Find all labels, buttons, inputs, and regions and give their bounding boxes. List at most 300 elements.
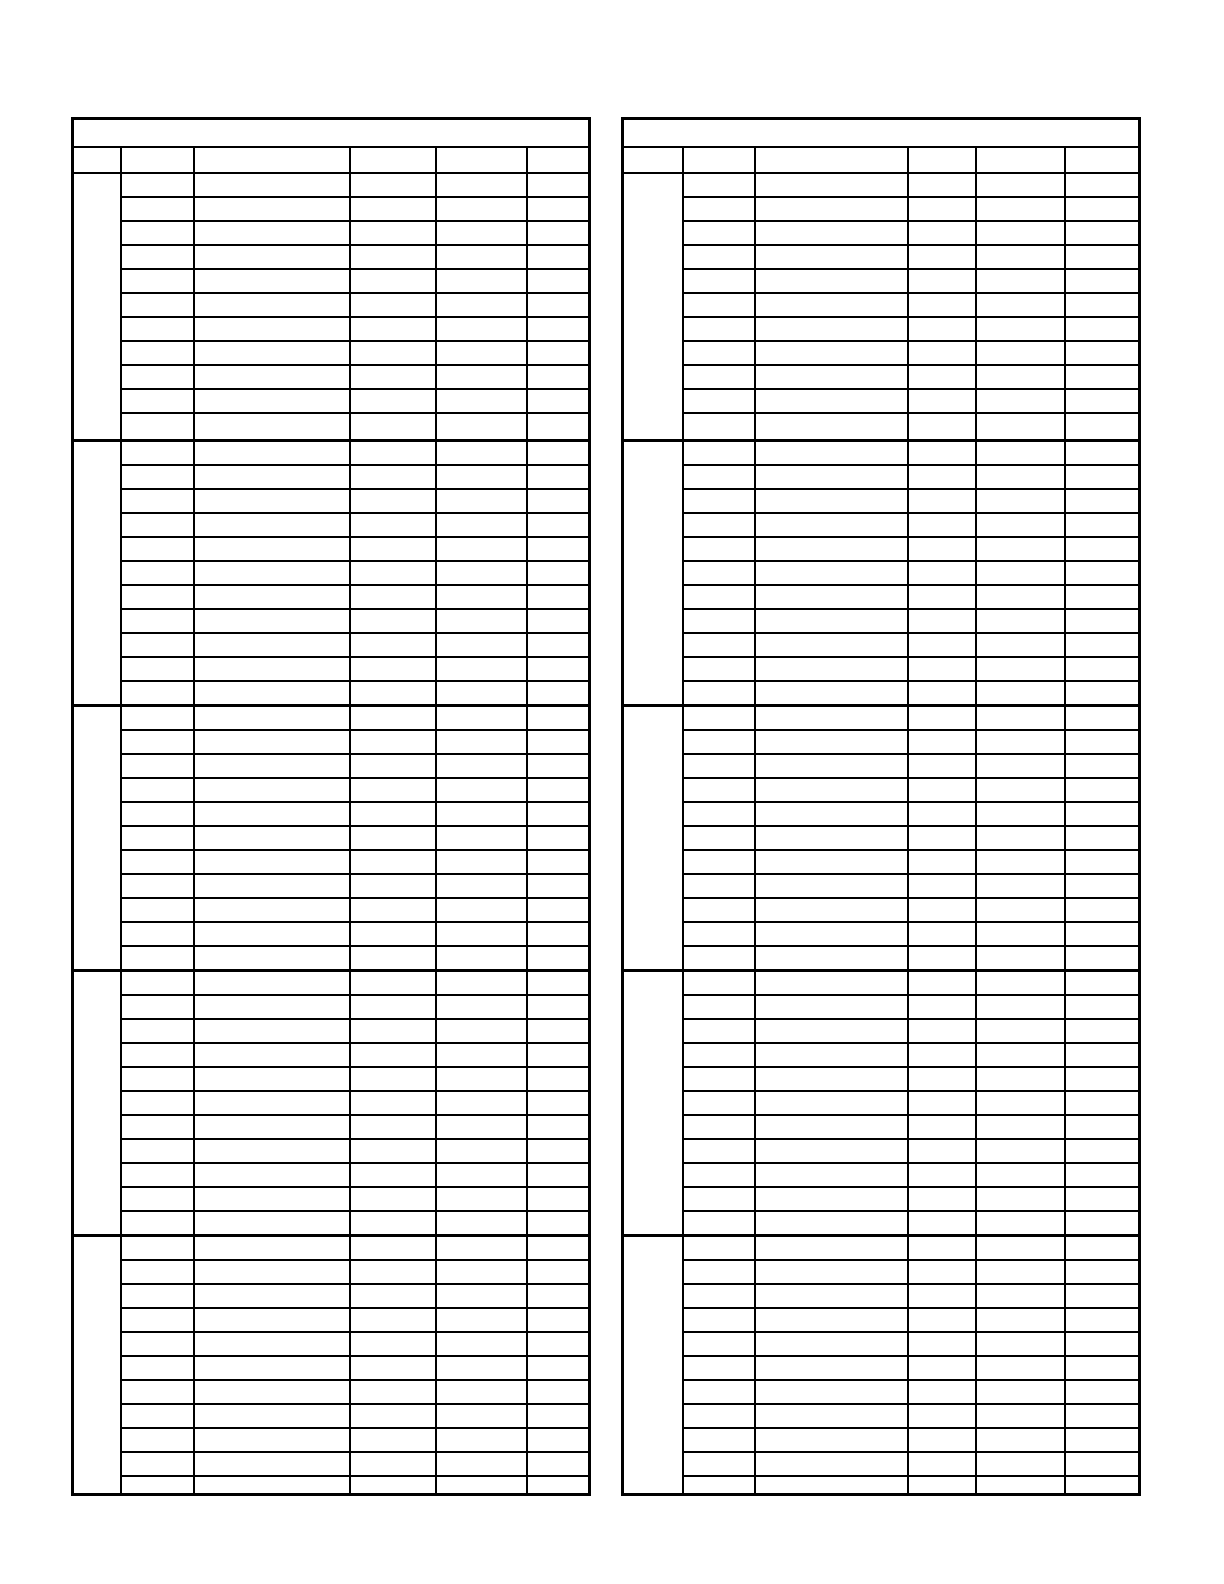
table-cell[interactable] — [194, 996, 353, 1018]
table-cell[interactable] — [121, 586, 197, 608]
table-cell[interactable] — [908, 1212, 979, 1234]
table-cell[interactable] — [194, 466, 353, 488]
table-cell[interactable] — [908, 318, 979, 340]
table-cell[interactable] — [908, 803, 979, 825]
table-cell[interactable] — [1065, 1453, 1141, 1475]
table-cell[interactable] — [350, 707, 439, 729]
table-cell[interactable] — [194, 1212, 353, 1234]
table-cell[interactable] — [908, 923, 979, 945]
table-cell[interactable] — [527, 246, 591, 268]
table-cell[interactable] — [436, 390, 530, 412]
table-cell[interactable] — [755, 803, 911, 825]
table-cell[interactable] — [976, 562, 1068, 584]
table-cell[interactable] — [121, 538, 197, 560]
table-cell[interactable] — [527, 875, 591, 897]
table-cell[interactable] — [121, 947, 197, 969]
table-cell[interactable] — [1065, 1044, 1141, 1066]
table-cell[interactable] — [527, 294, 591, 316]
table-cell[interactable] — [194, 1477, 353, 1499]
table-cell[interactable] — [755, 1188, 911, 1210]
table-cell[interactable] — [350, 294, 439, 316]
table-cell[interactable] — [908, 827, 979, 849]
table-cell[interactable] — [1065, 246, 1141, 268]
table-cell[interactable] — [908, 294, 979, 316]
table-cell[interactable] — [1065, 318, 1141, 340]
table-cell[interactable] — [121, 1164, 197, 1186]
table-cell[interactable] — [1065, 1092, 1141, 1114]
table-cell[interactable] — [908, 586, 979, 608]
table-cell[interactable] — [683, 514, 758, 536]
table-cell[interactable] — [755, 1164, 911, 1186]
table-cell[interactable] — [436, 610, 530, 632]
table-cell[interactable] — [194, 1261, 353, 1283]
table-cell[interactable] — [976, 1212, 1068, 1234]
table-cell[interactable] — [976, 1044, 1068, 1066]
table-cell[interactable] — [683, 1020, 758, 1042]
table-cell[interactable] — [436, 174, 530, 196]
table-cell[interactable] — [121, 174, 197, 196]
table-cell[interactable] — [976, 1237, 1068, 1259]
table-cell[interactable] — [527, 899, 591, 921]
table-cell[interactable] — [121, 466, 197, 488]
table-cell[interactable] — [976, 875, 1068, 897]
table-cell[interactable] — [194, 1164, 353, 1186]
table-cell[interactable] — [976, 586, 1068, 608]
table-cell[interactable] — [436, 246, 530, 268]
table-cell[interactable] — [350, 755, 439, 777]
table-cell[interactable] — [194, 1381, 353, 1403]
table-cell[interactable] — [194, 174, 353, 196]
table-cell[interactable] — [755, 1357, 911, 1379]
table-cell[interactable] — [527, 222, 591, 244]
table-cell[interactable] — [436, 1429, 530, 1451]
table-cell[interactable] — [527, 414, 591, 436]
table-cell[interactable] — [194, 1116, 353, 1138]
table-cell[interactable] — [527, 1092, 591, 1114]
table-cell[interactable] — [436, 827, 530, 849]
table-cell[interactable] — [1065, 198, 1141, 220]
table-cell[interactable] — [121, 246, 197, 268]
table-cell[interactable] — [194, 899, 353, 921]
table-cell[interactable] — [121, 1309, 197, 1331]
table-cell[interactable] — [527, 755, 591, 777]
table-cell[interactable] — [755, 1020, 911, 1042]
table-cell[interactable] — [1065, 658, 1141, 680]
table-cell[interactable] — [755, 1044, 911, 1066]
table-cell[interactable] — [121, 222, 197, 244]
table-cell[interactable] — [194, 731, 353, 753]
table-cell[interactable] — [755, 538, 911, 560]
table-cell[interactable] — [436, 875, 530, 897]
table-cell[interactable] — [1065, 490, 1141, 512]
table-cell[interactable] — [527, 1044, 591, 1066]
table-cell[interactable] — [908, 1405, 979, 1427]
table-cell[interactable] — [908, 1116, 979, 1138]
table-cell[interactable] — [976, 174, 1068, 196]
table-cell[interactable] — [436, 851, 530, 873]
table-cell[interactable] — [1065, 538, 1141, 560]
table-cell[interactable] — [121, 827, 197, 849]
table-cell[interactable] — [194, 851, 353, 873]
table-cell[interactable] — [194, 562, 353, 584]
table-cell[interactable] — [1065, 1020, 1141, 1042]
table-cell[interactable] — [527, 827, 591, 849]
table-cell[interactable] — [350, 1477, 439, 1499]
table-cell[interactable] — [976, 899, 1068, 921]
table-cell[interactable] — [683, 947, 758, 969]
table-cell[interactable] — [194, 1140, 353, 1162]
table-cell[interactable] — [908, 972, 979, 994]
table-cell[interactable] — [1065, 390, 1141, 412]
table-cell[interactable] — [350, 1020, 439, 1042]
table-cell[interactable] — [1065, 682, 1141, 704]
table-cell[interactable] — [527, 731, 591, 753]
table-cell[interactable] — [194, 246, 353, 268]
table-cell[interactable] — [436, 1237, 530, 1259]
table-cell[interactable] — [683, 174, 758, 196]
table-cell[interactable] — [1065, 1333, 1141, 1355]
table-cell[interactable] — [755, 1116, 911, 1138]
table-cell[interactable] — [121, 442, 197, 464]
table-cell[interactable] — [436, 342, 530, 364]
table-cell[interactable] — [121, 1429, 197, 1451]
table-cell[interactable] — [194, 947, 353, 969]
table-cell[interactable] — [683, 562, 758, 584]
table-cell[interactable] — [976, 1068, 1068, 1090]
table-cell[interactable] — [683, 923, 758, 945]
table-cell[interactable] — [436, 947, 530, 969]
table-cell[interactable] — [350, 562, 439, 584]
table-cell[interactable] — [436, 803, 530, 825]
table-cell[interactable] — [1065, 707, 1141, 729]
table-cell[interactable] — [1065, 634, 1141, 656]
table-cell[interactable] — [436, 923, 530, 945]
table-cell[interactable] — [1065, 972, 1141, 994]
table-cell[interactable] — [683, 1068, 758, 1090]
table-cell[interactable] — [527, 779, 591, 801]
table-cell[interactable] — [1065, 1405, 1141, 1427]
table-cell[interactable] — [908, 1381, 979, 1403]
table-cell[interactable] — [436, 1405, 530, 1427]
table-cell[interactable] — [683, 803, 758, 825]
table-cell[interactable] — [1065, 731, 1141, 753]
table-cell[interactable] — [527, 682, 591, 704]
table-cell[interactable] — [976, 1477, 1068, 1499]
table-cell[interactable] — [755, 779, 911, 801]
table-cell[interactable] — [755, 682, 911, 704]
table-cell[interactable] — [350, 414, 439, 436]
table-cell[interactable] — [755, 1429, 911, 1451]
table-cell[interactable] — [350, 1068, 439, 1090]
table-cell[interactable] — [755, 1092, 911, 1114]
table-cell[interactable] — [527, 538, 591, 560]
table-cell[interactable] — [436, 682, 530, 704]
table-cell[interactable] — [194, 1429, 353, 1451]
table-cell[interactable] — [350, 538, 439, 560]
table-cell[interactable] — [976, 466, 1068, 488]
table-cell[interactable] — [755, 1261, 911, 1283]
table-cell[interactable] — [755, 610, 911, 632]
table-cell[interactable] — [121, 1237, 197, 1259]
table-cell[interactable] — [908, 1044, 979, 1066]
table-cell[interactable] — [976, 1020, 1068, 1042]
table-cell[interactable] — [436, 996, 530, 1018]
table-cell[interactable] — [755, 514, 911, 536]
table-cell[interactable] — [1065, 610, 1141, 632]
table-cell[interactable] — [121, 1261, 197, 1283]
table-cell[interactable] — [1065, 514, 1141, 536]
table-cell[interactable] — [683, 342, 758, 364]
table-cell[interactable] — [683, 682, 758, 704]
table-cell[interactable] — [350, 1429, 439, 1451]
table-cell[interactable] — [527, 490, 591, 512]
table-cell[interactable] — [1065, 947, 1141, 969]
table-cell[interactable] — [527, 972, 591, 994]
table-cell[interactable] — [121, 294, 197, 316]
table-cell[interactable] — [350, 610, 439, 632]
table-cell[interactable] — [527, 1116, 591, 1138]
table-cell[interactable] — [755, 996, 911, 1018]
table-cell[interactable] — [683, 1164, 758, 1186]
table-cell[interactable] — [194, 366, 353, 388]
table-cell[interactable] — [194, 779, 353, 801]
table-cell[interactable] — [1065, 1285, 1141, 1307]
table-cell[interactable] — [755, 851, 911, 873]
table-cell[interactable] — [194, 923, 353, 945]
table-cell[interactable] — [976, 972, 1068, 994]
table-cell[interactable] — [908, 1357, 979, 1379]
table-cell[interactable] — [683, 1285, 758, 1307]
table-cell[interactable] — [527, 634, 591, 656]
table-cell[interactable] — [755, 270, 911, 292]
table-cell[interactable] — [436, 658, 530, 680]
table-cell[interactable] — [683, 1333, 758, 1355]
table-cell[interactable] — [350, 731, 439, 753]
table-cell[interactable] — [527, 514, 591, 536]
table-cell[interactable] — [121, 1044, 197, 1066]
table-cell[interactable] — [350, 442, 439, 464]
table-cell[interactable] — [194, 1092, 353, 1114]
table-cell[interactable] — [908, 1261, 979, 1283]
table-cell[interactable] — [683, 1188, 758, 1210]
table-cell[interactable] — [350, 947, 439, 969]
table-cell[interactable] — [527, 198, 591, 220]
table-cell[interactable] — [755, 707, 911, 729]
table-cell[interactable] — [976, 947, 1068, 969]
table-cell[interactable] — [683, 246, 758, 268]
table-cell[interactable] — [527, 1020, 591, 1042]
table-cell[interactable] — [527, 1333, 591, 1355]
table-cell[interactable] — [350, 1285, 439, 1307]
table-cell[interactable] — [350, 1140, 439, 1162]
table-cell[interactable] — [194, 222, 353, 244]
table-cell[interactable] — [976, 1092, 1068, 1114]
table-cell[interactable] — [1065, 1309, 1141, 1331]
table-cell[interactable] — [683, 875, 758, 897]
table-cell[interactable] — [527, 923, 591, 945]
table-cell[interactable] — [527, 1068, 591, 1090]
table-cell[interactable] — [755, 1068, 911, 1090]
table-cell[interactable] — [976, 222, 1068, 244]
table-cell[interactable] — [527, 1140, 591, 1162]
table-cell[interactable] — [436, 1140, 530, 1162]
table-cell[interactable] — [908, 390, 979, 412]
table-cell[interactable] — [755, 198, 911, 220]
table-cell[interactable] — [1065, 270, 1141, 292]
table-cell[interactable] — [350, 1453, 439, 1475]
table-cell[interactable] — [976, 270, 1068, 292]
table-cell[interactable] — [1065, 442, 1141, 464]
table-cell[interactable] — [436, 1188, 530, 1210]
table-cell[interactable] — [527, 610, 591, 632]
table-cell[interactable] — [350, 658, 439, 680]
table-cell[interactable] — [194, 1044, 353, 1066]
table-cell[interactable] — [527, 1453, 591, 1475]
table-cell[interactable] — [908, 198, 979, 220]
table-cell[interactable] — [976, 538, 1068, 560]
table-cell[interactable] — [683, 1453, 758, 1475]
table-cell[interactable] — [908, 342, 979, 364]
table-cell[interactable] — [194, 198, 353, 220]
table-cell[interactable] — [908, 1237, 979, 1259]
table-cell[interactable] — [976, 731, 1068, 753]
table-cell[interactable] — [683, 827, 758, 849]
table-cell[interactable] — [121, 1212, 197, 1234]
table-cell[interactable] — [908, 1164, 979, 1186]
table-cell[interactable] — [121, 1453, 197, 1475]
table-cell[interactable] — [755, 222, 911, 244]
table-cell[interactable] — [194, 442, 353, 464]
table-cell[interactable] — [350, 1357, 439, 1379]
table-cell[interactable] — [194, 490, 353, 512]
table-cell[interactable] — [976, 923, 1068, 945]
table-cell[interactable] — [683, 1261, 758, 1283]
table-cell[interactable] — [683, 1116, 758, 1138]
table-cell[interactable] — [976, 390, 1068, 412]
table-cell[interactable] — [1065, 414, 1141, 436]
table-cell[interactable] — [436, 731, 530, 753]
table-cell[interactable] — [1065, 1188, 1141, 1210]
table-cell[interactable] — [755, 1477, 911, 1499]
table-cell[interactable] — [976, 707, 1068, 729]
table-cell[interactable] — [527, 442, 591, 464]
table-cell[interactable] — [1065, 827, 1141, 849]
table-cell[interactable] — [976, 996, 1068, 1018]
table-cell[interactable] — [908, 270, 979, 292]
table-cell[interactable] — [908, 1429, 979, 1451]
table-cell[interactable] — [436, 899, 530, 921]
table-cell[interactable] — [683, 466, 758, 488]
table-cell[interactable] — [121, 779, 197, 801]
table-cell[interactable] — [908, 466, 979, 488]
table-cell[interactable] — [436, 1357, 530, 1379]
table-cell[interactable] — [755, 658, 911, 680]
table-cell[interactable] — [976, 198, 1068, 220]
table-cell[interactable] — [436, 414, 530, 436]
table-cell[interactable] — [350, 270, 439, 292]
table-cell[interactable] — [350, 318, 439, 340]
table-cell[interactable] — [121, 658, 197, 680]
table-cell[interactable] — [350, 996, 439, 1018]
table-cell[interactable] — [350, 586, 439, 608]
table-cell[interactable] — [527, 1237, 591, 1259]
table-cell[interactable] — [527, 658, 591, 680]
table-cell[interactable] — [194, 586, 353, 608]
table-cell[interactable] — [976, 1357, 1068, 1379]
table-cell[interactable] — [683, 851, 758, 873]
table-cell[interactable] — [683, 538, 758, 560]
table-cell[interactable] — [683, 779, 758, 801]
table-cell[interactable] — [350, 1212, 439, 1234]
table-cell[interactable] — [527, 174, 591, 196]
table-cell[interactable] — [908, 366, 979, 388]
table-cell[interactable] — [436, 1453, 530, 1475]
table-cell[interactable] — [755, 246, 911, 268]
table-cell[interactable] — [908, 658, 979, 680]
table-cell[interactable] — [436, 1333, 530, 1355]
table-cell[interactable] — [908, 1285, 979, 1307]
table-cell[interactable] — [527, 342, 591, 364]
table-cell[interactable] — [194, 707, 353, 729]
table-cell[interactable] — [121, 562, 197, 584]
table-cell[interactable] — [1065, 1237, 1141, 1259]
table-cell[interactable] — [350, 1164, 439, 1186]
table-cell[interactable] — [350, 1237, 439, 1259]
table-cell[interactable] — [194, 318, 353, 340]
table-cell[interactable] — [121, 610, 197, 632]
table-cell[interactable] — [527, 1188, 591, 1210]
table-cell[interactable] — [976, 1164, 1068, 1186]
table-cell[interactable] — [194, 1188, 353, 1210]
table-cell[interactable] — [1065, 1164, 1141, 1186]
table-cell[interactable] — [350, 1381, 439, 1403]
table-cell[interactable] — [527, 1261, 591, 1283]
table-cell[interactable] — [755, 1237, 911, 1259]
table-cell[interactable] — [1065, 899, 1141, 921]
table-cell[interactable] — [194, 682, 353, 704]
table-cell[interactable] — [194, 342, 353, 364]
table-cell[interactable] — [350, 634, 439, 656]
table-cell[interactable] — [976, 414, 1068, 436]
table-cell[interactable] — [908, 1453, 979, 1475]
table-cell[interactable] — [908, 682, 979, 704]
table-cell[interactable] — [121, 972, 197, 994]
table-cell[interactable] — [350, 827, 439, 849]
table-cell[interactable] — [350, 246, 439, 268]
table-cell[interactable] — [755, 899, 911, 921]
table-cell[interactable] — [121, 707, 197, 729]
table-cell[interactable] — [683, 222, 758, 244]
table-cell[interactable] — [194, 1309, 353, 1331]
table-cell[interactable] — [976, 1188, 1068, 1210]
table-cell[interactable] — [908, 731, 979, 753]
table-cell[interactable] — [1065, 342, 1141, 364]
table-cell[interactable] — [1065, 366, 1141, 388]
table-cell[interactable] — [436, 294, 530, 316]
table-cell[interactable] — [436, 972, 530, 994]
table-cell[interactable] — [976, 514, 1068, 536]
table-cell[interactable] — [350, 1309, 439, 1331]
table-cell[interactable] — [908, 1020, 979, 1042]
table-cell[interactable] — [527, 1357, 591, 1379]
table-cell[interactable] — [683, 1405, 758, 1427]
table-cell[interactable] — [350, 923, 439, 945]
table-cell[interactable] — [194, 414, 353, 436]
table-cell[interactable] — [1065, 1429, 1141, 1451]
table-cell[interactable] — [194, 270, 353, 292]
table-cell[interactable] — [976, 1405, 1068, 1427]
table-cell[interactable] — [1065, 294, 1141, 316]
